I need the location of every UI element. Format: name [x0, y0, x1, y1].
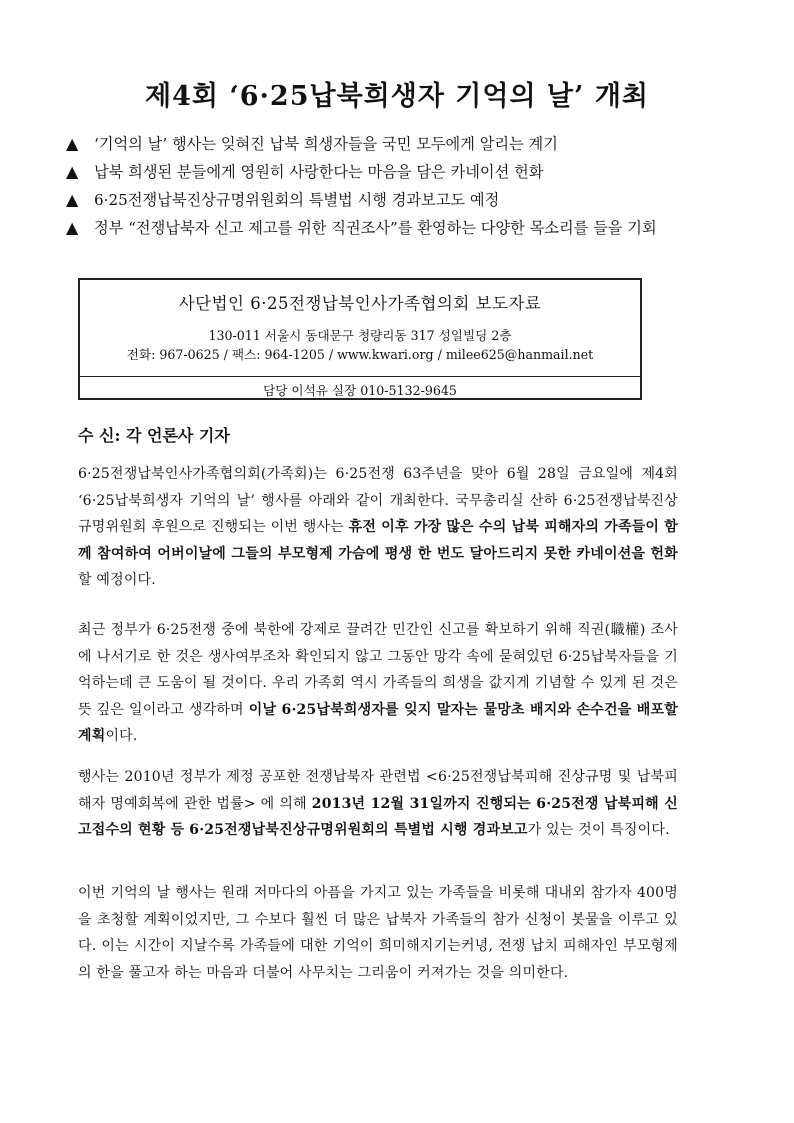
paragraph-3	[78, 764, 678, 844]
bullet-item	[66, 158, 686, 186]
paragraph-emphasis: 휴전 이후 가장 많은 수의 납북 피해자의 가족들이 함께 참여하여 어버이날에 그들의 부모형제 가슴에 평생 한 번도 달아드리지 못한 카네이션을 헌화	[78, 519, 678, 562]
paragraph-text: 6·25전쟁납북인사가족협의회(가족회)는 6·25전쟁 63주년을 맞아 6월 28일 금요일에 제4회 ‘6·25납북희생자 기억의 날’ 행사를 아래와 같이 개최한다. 국무총리실 산하 6·25전쟁납북진상규명위원회 후원으로 진행되는 이번 행사는	[78, 466, 678, 535]
bullet-text: 정부 “전쟁납북자 신고 제고를 위한 직권조사”를 환영하는 다양한 목소리를 들을 기회	[94, 219, 657, 237]
paragraph-text: 이다.	[105, 728, 138, 744]
bullet-text: 납북 희생된 분들에게 영원히 사랑한다는 마음을 담은 카네이션 헌화	[94, 163, 544, 181]
paragraph-emphasis: 이날 6·25납북희생자를 잊지 말자는 물망초 배지와 손수건을 배포할 계획	[78, 701, 678, 744]
bullet-item	[66, 130, 686, 158]
triangle-up-icon: ▲	[66, 190, 79, 209]
paragraph-1	[78, 461, 678, 594]
paragraph-4: 이번 기억의 날 행사는 원래 저마다의 아픔을 가지고 있는 가족들을 비롯해 대내외 참가자 400명을 초청할 계획이었지만, 그 수보다 훨씬 더 많은 납북자 가족들의 참가 신청이 봇물을 이루고 있다. 이는 시간이 지날수록 가족들에 대한 기억이 희미해지기는커녕, 전쟁 납치 피해자인 부모형제의 한을 풀고자 하는 마음과 더불어 사무치는 그리움이 커져가는 것을 의미한다.	[78, 885, 678, 981]
paragraph-text: 가 있는 것이 특징이다.	[527, 822, 670, 838]
organization-contacts: 전화: 967-0625 / 팩스: 964-1205 / www.kwari.org / milee625@hanmail.net	[126, 347, 594, 362]
contact-person: 담당 이석유 실장 010-5132-9645	[263, 383, 457, 398]
triangle-up-icon: ▲	[66, 134, 79, 153]
page-title: 제4회 ‘6·25납북희생자 기억의 날’ 개최	[144, 81, 649, 112]
box-divider	[80, 376, 640, 377]
paragraph-text: 할 예정이다.	[78, 572, 156, 588]
press-release-heading: 사단법인 6·25전쟁납북인사가족협의회 보도자료	[178, 294, 542, 313]
bullet-item	[66, 186, 686, 214]
press-release-box	[78, 278, 642, 400]
paragraph-2	[78, 617, 678, 750]
bullet-list	[66, 130, 686, 242]
bullet-text: ‘기억의 날’ 행사는 잊혀진 납북 희생자들을 국민 모두에게 알리는 계기	[94, 135, 558, 153]
paragraph-text: 최근 정부가 6·25전쟁 중에 북한에 강제로 끌려간 민간인 신고를 확보하기 위해 직권(職權) 조사에 나서기로 한 것은 생사여부조차 확인되지 않고 그동안 망각 속에 묻혀있던 6·25납북자들을 기억하는데 큰 도움이 될 것이다. 우리 가족회 역시 가족들의 희생을 값지게 기념할 수 있게 된 것은 뜻 깊은 일이라고 생각하며	[78, 622, 678, 718]
organization-address: 130-011 서울시 동대문구 청량리동 317 성일빌딩 2층	[208, 328, 512, 343]
triangle-up-icon: ▲	[66, 218, 79, 237]
paragraph-emphasis: 2013년 12월 31일까지 진행되는 6·25전쟁 납북피해 신고접수의 현황 등 6·25전쟁납북진상규명위원회의 특별법 시행 경과보고	[78, 795, 678, 838]
bullet-text: 6·25전쟁납북진상규명위원회의 특별법 시행 경과보고도 예정	[94, 191, 500, 209]
recipient-line: 수 신: 각 언론사 기자	[78, 426, 230, 445]
bullet-item	[66, 214, 686, 242]
organization-address-block	[80, 326, 640, 364]
paragraph-text: 행사는 2010년 정부가 제정 공포한 전쟁납북자 관련법 <6·25전쟁납북피해 진상규명 및 납북피해자 명예회복에 관한 법률> 에 의해	[78, 769, 678, 812]
triangle-up-icon: ▲	[66, 162, 79, 181]
